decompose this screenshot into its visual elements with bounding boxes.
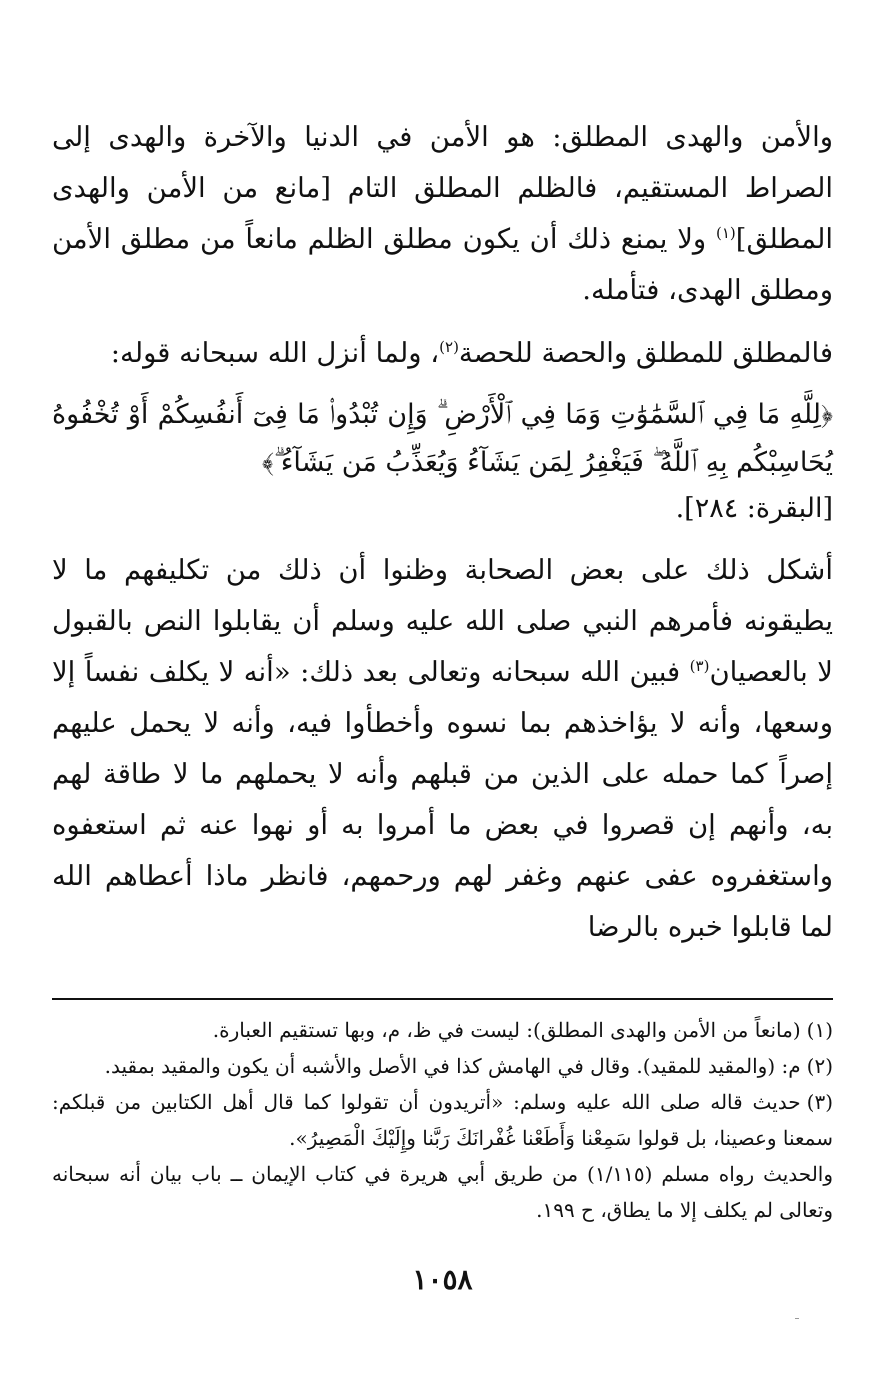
quran-reference: [البقرة: ٢٨٤]. xyxy=(675,493,833,524)
footnote-1-text: (مانعاً من الأمن والهدى المطلق): ليست في ظ، م، وبها تستقيم العبارة. xyxy=(212,1018,801,1042)
main-text xyxy=(52,112,833,965)
paragraph-3 xyxy=(52,545,833,953)
paragraph-2-text: فالمطلق للمطلق والحصة للحصة xyxy=(458,337,833,369)
paragraph-1-tail: ولا يمنع ذلك أن يكون مطلق الظلم مانعاً من مطلق الأمن ومطلق الهدى، فتأمله. xyxy=(52,223,833,306)
footnote-1 xyxy=(52,1012,833,1048)
paragraph-3-tail: فبين الله سبحانه وتعالى بعد ذلك: «أنه لا يكلف نفساً إلا وسعها، وأنه لا يؤاخذهم بما نسوه وأخطأوا فيه، وأنه لا يحمل عليهم إصراً كما حمله على الذين من قبلهم وأنه لا يحملهم ما لا طاقة لهم به، وأنهم إن قصروا في بعض ما أمروا به أو نهوا عنه ثم استعفوه واستغفروه عفى عنهم وغفر لهم ورحمهم، فانظر ماذا أعطاهم الله لما قابلوا خبره بالرضا xyxy=(52,656,833,943)
page-number: ١٠٥٨ xyxy=(412,1263,473,1296)
footnote-ref-1[interactable]: (١) xyxy=(715,223,736,242)
footnotes xyxy=(52,1012,833,1228)
footnote-ref-3[interactable]: (٣) xyxy=(689,656,710,675)
footnote-ref-2[interactable]: (٢) xyxy=(439,337,459,356)
footnote-1-number: (١) xyxy=(806,1018,833,1042)
paragraph-1 xyxy=(52,112,833,316)
footnote-2-text: م: (والمقيد للمقيد). وقال في الهامش كذا في الأصل والأشبه أن يكون والمقيد بمقيد. xyxy=(104,1054,801,1078)
footnote-3-number: (٣) xyxy=(806,1090,833,1114)
paragraph-3-text: أشكل ذلك على بعض الصحابة وظنوا أن ذلك من تكليفهم ما لا يطيقونه فأمرهم النبي صلى الله عليه وسلم أن يقابلوا النص بالقبول لا بالعصيان xyxy=(52,554,833,688)
scan-mark xyxy=(795,1318,799,1319)
quran-verse: ﴿لِلَّهِ مَا فِي ٱلسَّمَٰوَٰتِ وَمَا فِي ٱلْأَرْضِ ۗ وَإِن تُبْدُوا۟ مَا فِىٓ أَنفُسِكُمْ أَوْ تُخْفُوهُ يُحَاسِبْكُم بِهِ ٱللَّهُ ۖ فَيَغْفِرُ لِمَن يَشَآءُ وَيُعَذِّبُ مَن يَشَآءُ ۗ﴾ xyxy=(52,399,833,478)
paragraph-2-tail: ، ولما أنزل الله سبحانه قوله: xyxy=(110,337,440,369)
paragraph-2 xyxy=(52,328,833,379)
footnote-2-number: (٢) xyxy=(806,1054,833,1078)
footnote-3-continuation: والحديث رواه مسلم (١/١١٥) من طريق أبي هريرة في كتاب الإيمان ــ باب بيان أنه سبحانه وتعالى لم يكلف إلا ما يطاق، ح ١٩٩. xyxy=(52,1162,833,1222)
footnote-2 xyxy=(52,1048,833,1084)
footnote-3 xyxy=(52,1084,833,1156)
footnote-divider xyxy=(52,998,833,1000)
footnote-3-text: حديث قاله صلى الله عليه وسلم: «أتريدون أن تقولوا كما قال أهل الكتابين من قبلكم: سمعنا وعصينا، بل قولوا سَمِعْنا وَأَطَعْنا غُفْرانَكَ رَبَّنا وإِلَيْكَ الْمَصِيرُ». xyxy=(52,1090,833,1150)
paragraph-1-text: والأمن والهدى المطلق: هو الأمن في الدنيا والآخرة والهدى إلى الصراط المستقيم، فالظلم المطلق التام [مانع من الأمن والهدى المطلق] xyxy=(52,121,833,255)
